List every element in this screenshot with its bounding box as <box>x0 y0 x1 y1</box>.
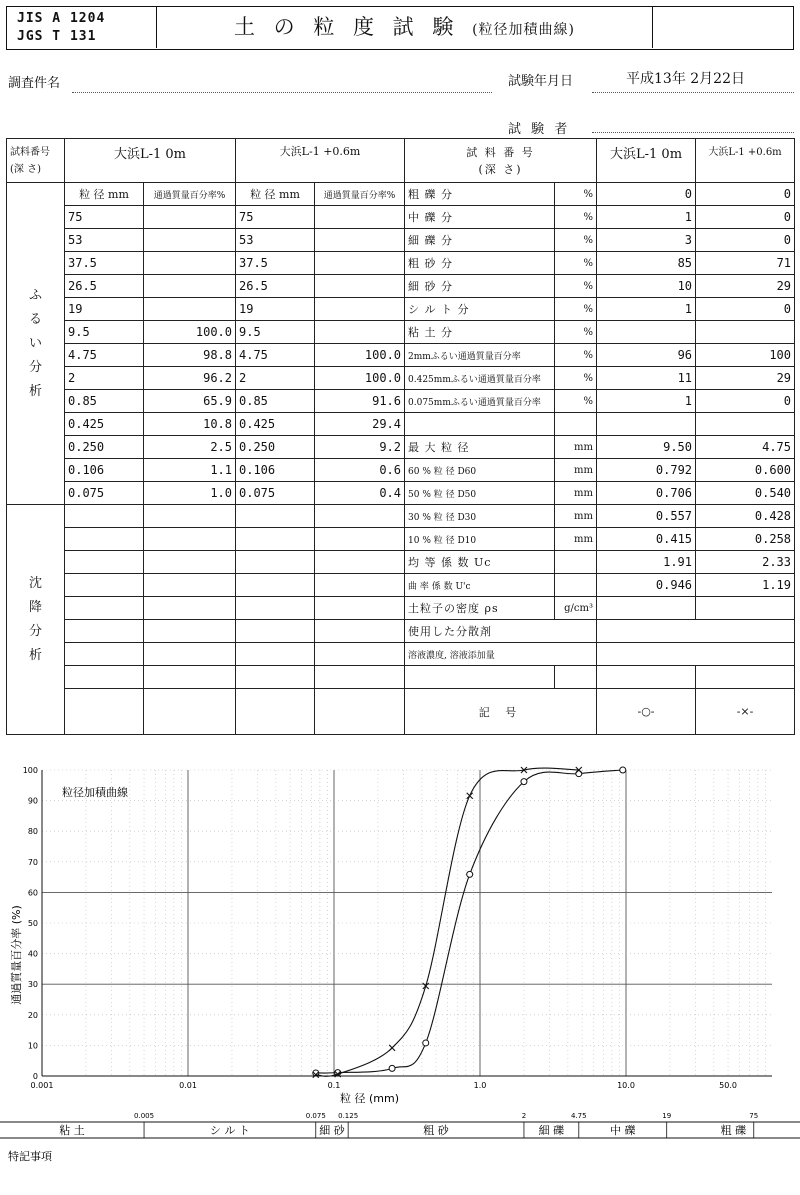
sieve-pass-1: 1.1 <box>144 459 236 482</box>
sieve-pass-2 <box>315 298 405 321</box>
class-label: 細 砂 <box>319 1124 345 1137</box>
table-row <box>7 551 795 574</box>
sed-empty-cell <box>65 643 144 666</box>
table-row <box>7 229 795 252</box>
class-boundary-label: 0.125 <box>338 1112 359 1120</box>
property-label: 粗 砂 分 <box>405 252 555 275</box>
col-size-1: 粒 径 mm <box>65 183 144 206</box>
property-label: 50 % 粒 径 D50 <box>405 482 555 505</box>
x-axis-label: 粒 径 (mm) <box>340 1092 400 1105</box>
property-value-1: 9.50 <box>597 436 696 459</box>
series-line-1 <box>316 770 623 1073</box>
sed-empty-cell <box>144 597 236 620</box>
data-point-circle <box>620 767 626 773</box>
property-value-2: 0 <box>696 298 795 321</box>
property-value-2 <box>696 413 795 436</box>
property-label: 0.425mmふるい通過質量百分率 <box>405 367 555 390</box>
sed-empty-cell <box>65 551 144 574</box>
sed-empty-cell <box>144 689 236 735</box>
sieve-pass-2: 0.6 <box>315 459 405 482</box>
symbol-2: -×- <box>696 689 795 735</box>
table-row <box>7 666 795 689</box>
data-point-circle <box>389 1065 395 1071</box>
property-value-1: 0.706 <box>597 482 696 505</box>
sed-empty-cell <box>236 666 315 689</box>
table-row <box>7 643 795 666</box>
property-value-2: 0 <box>696 206 795 229</box>
property-unit <box>555 620 597 643</box>
sieve-pass-2 <box>315 252 405 275</box>
sample-no-text: 試料番号 <box>10 146 50 158</box>
property-unit: mm <box>555 505 597 528</box>
sieve-size-1: 0.075 <box>65 482 144 505</box>
class-label: 粗 砂 <box>423 1124 449 1137</box>
sed-empty-cell <box>65 689 144 735</box>
sieve-pass-2: 100.0 <box>315 344 405 367</box>
property-value-1: 0.792 <box>597 459 696 482</box>
property-label: 中 礫 分 <box>405 206 555 229</box>
property-unit: % <box>555 344 597 367</box>
class-label: 中 礫 <box>609 1124 636 1137</box>
property-value-1: 0.557 <box>597 505 696 528</box>
sieve-size-2: 37.5 <box>236 252 315 275</box>
sieve-pass-1: 100.0 <box>144 321 236 344</box>
x-tick-label: 10.0 <box>617 1081 635 1090</box>
survey-name-line <box>72 92 492 93</box>
sieve-size-1: 0.250 <box>65 436 144 459</box>
sieve-size-1: 75 <box>65 206 144 229</box>
sieve-size-2: 0.425 <box>236 413 315 436</box>
property-value-2: 29 <box>696 275 795 298</box>
sieve-pass-2: 100.0 <box>315 367 405 390</box>
property-value-1: 1 <box>597 390 696 413</box>
grading-table <box>6 138 795 735</box>
data-point-circle <box>521 779 527 785</box>
class-boundary-label: 0.005 <box>134 1112 155 1120</box>
symbol-label: 記 号 <box>405 689 597 735</box>
sed-empty-cell <box>144 620 236 643</box>
class-boundary-label: 75 <box>749 1112 759 1120</box>
empty-cell <box>597 666 696 689</box>
property-value-1: 10 <box>597 275 696 298</box>
sieve-size-2: 75 <box>236 206 315 229</box>
sed-empty-cell <box>65 574 144 597</box>
sieve-pass-2: 0.4 <box>315 482 405 505</box>
sed-empty-cell <box>144 574 236 597</box>
property-value-1 <box>597 620 696 643</box>
table-row <box>7 459 795 482</box>
grading-curve-chart <box>0 750 800 1195</box>
standard-codes <box>7 7 157 48</box>
property-unit: mm <box>555 436 597 459</box>
y-tick-label: 0 <box>32 1072 38 1081</box>
sed-empty-cell <box>236 551 315 574</box>
class-boundary-label: 4.75 <box>571 1112 587 1120</box>
std-code-jgs: JGS T 131 <box>17 29 97 44</box>
sed-empty-cell <box>236 505 315 528</box>
property-label: 0.075mmふるい通過質量百分率 <box>405 390 555 413</box>
y-axis-label: 通過質量百分率 (%) <box>10 905 23 1005</box>
property-label: 60 % 粒 径 D60 <box>405 459 555 482</box>
sed-empty-cell <box>144 505 236 528</box>
property-value-2: 0 <box>696 183 795 206</box>
sieve-pass-1: 98.8 <box>144 344 236 367</box>
property-value-2 <box>696 620 795 643</box>
property-unit: % <box>555 252 597 275</box>
property-label: 2mmふるい通過質量百分率 <box>405 344 555 367</box>
table-row <box>7 390 795 413</box>
class-boundary-label: 2 <box>521 1112 527 1120</box>
sieve-size-1: 37.5 <box>65 252 144 275</box>
sieve-size-2: 53 <box>236 229 315 252</box>
title-text: 土 の 粒 度 試 験 <box>233 15 460 39</box>
sieve-size-1: 0.106 <box>65 459 144 482</box>
series-line-2 <box>316 768 579 1076</box>
right-sample-no: 試 料 番 号 <box>466 145 535 159</box>
sed-empty-cell <box>65 620 144 643</box>
property-value-2 <box>696 597 795 620</box>
property-value-1: 0.415 <box>597 528 696 551</box>
y-tick-label: 30 <box>27 980 38 990</box>
property-label: 粗 礫 分 <box>405 183 555 206</box>
property-label: 最 大 粒 径 <box>405 436 555 459</box>
chart-title: 粒径加積曲線 <box>62 786 128 799</box>
sieve-pass-1 <box>144 298 236 321</box>
property-value-1: 11 <box>597 367 696 390</box>
sed-empty-cell <box>236 643 315 666</box>
property-value-1 <box>597 321 696 344</box>
data-point-circle <box>467 871 473 877</box>
sieve-size-1: 26.5 <box>65 275 144 298</box>
empty-cell <box>696 666 795 689</box>
property-unit: % <box>555 367 597 390</box>
table-row <box>7 620 795 643</box>
property-label: 均 等 係 数 Uc <box>405 551 555 574</box>
sieve-pass-1 <box>144 229 236 252</box>
sed-empty-cell <box>315 620 405 643</box>
sieve-size-2: 0.106 <box>236 459 315 482</box>
sieve-pass-2: 91.6 <box>315 390 405 413</box>
property-value-1: 0 <box>597 183 696 206</box>
y-tick-label: 100 <box>22 766 38 775</box>
property-label <box>405 413 555 436</box>
sample1-name: 大浜L-1 0m <box>65 139 236 183</box>
property-value-2: 1.19 <box>696 574 795 597</box>
y-tick-label: 90 <box>27 796 38 806</box>
property-value-2: 0 <box>696 229 795 252</box>
sieve-size-1: 0.425 <box>65 413 144 436</box>
property-value-2: 0.258 <box>696 528 795 551</box>
right-sample1-name: 大浜L-1 0m <box>597 139 696 183</box>
table-header-row <box>7 139 795 183</box>
sieve-pass-2 <box>315 321 405 344</box>
empty-cell <box>555 666 597 689</box>
title-subtitle: (粒径加積曲線) <box>472 22 575 38</box>
table-row <box>7 344 795 367</box>
sieve-size-2: 9.5 <box>236 321 315 344</box>
tester-label: 試 験 者 <box>508 122 571 137</box>
std-code-jis: JIS A 1204 <box>17 11 106 26</box>
sieve-pass-1: 10.8 <box>144 413 236 436</box>
y-tick-label: 80 <box>27 827 38 837</box>
right-depth: (深 さ) <box>478 162 523 176</box>
sieve-pass-2 <box>315 206 405 229</box>
property-value-2: 0.428 <box>696 505 795 528</box>
property-value-2: 2.33 <box>696 551 795 574</box>
property-value-2: 71 <box>696 252 795 275</box>
y-tick-label: 60 <box>27 888 38 898</box>
property-value-2: 0.540 <box>696 482 795 505</box>
property-unit: % <box>555 298 597 321</box>
sieve-pass-2 <box>315 275 405 298</box>
sieve-size-2: 2 <box>236 367 315 390</box>
sed-empty-cell <box>144 643 236 666</box>
sed-empty-cell <box>315 551 405 574</box>
data-point-cross <box>389 1045 395 1051</box>
sieve-size-1: 9.5 <box>65 321 144 344</box>
property-value-1: 1.91 <box>597 551 696 574</box>
sieve-size-2: 0.85 <box>236 390 315 413</box>
class-boundary-label: 19 <box>662 1112 672 1120</box>
property-value-1: 3 <box>597 229 696 252</box>
property-label: 細 砂 分 <box>405 275 555 298</box>
property-unit: % <box>555 229 597 252</box>
class-label: 細 礫 <box>538 1124 565 1137</box>
property-unit: mm <box>555 482 597 505</box>
sed-empty-cell <box>65 666 144 689</box>
property-unit: % <box>555 321 597 344</box>
header-box <box>6 6 794 50</box>
classification-bar <box>0 1112 800 1138</box>
right-sample2-name: 大浜L-1 +0.6m <box>696 139 795 183</box>
sieve-pass-1 <box>144 206 236 229</box>
class-label: シ ル ト <box>209 1124 250 1137</box>
property-value-1: 96 <box>597 344 696 367</box>
sieve-size-1: 0.85 <box>65 390 144 413</box>
page-title <box>157 7 653 48</box>
sieve-size-2: 26.5 <box>236 275 315 298</box>
property-unit: % <box>555 390 597 413</box>
property-value-1: 0.946 <box>597 574 696 597</box>
empty-cell <box>405 666 555 689</box>
table-row <box>7 528 795 551</box>
sed-group-label: 沈 降 分 析 <box>7 505 65 735</box>
table-row <box>7 597 795 620</box>
sed-empty-cell <box>65 528 144 551</box>
sed-empty-cell <box>315 597 405 620</box>
test-date-value: 平成13年 2月22日 <box>626 71 745 87</box>
tester-line <box>592 132 794 133</box>
x-tick-label: 0.1 <box>327 1081 341 1090</box>
property-value-1 <box>597 597 696 620</box>
sieve-pass-1 <box>144 275 236 298</box>
sieve-pass-1: 96.2 <box>144 367 236 390</box>
table-row <box>7 505 795 528</box>
sed-empty-cell <box>315 528 405 551</box>
property-unit <box>555 574 597 597</box>
sed-empty-cell <box>236 620 315 643</box>
x-tick-label: 0.001 <box>30 1081 54 1090</box>
y-tick-label: 50 <box>27 919 38 928</box>
property-label: 細 礫 分 <box>405 229 555 252</box>
property-unit: mm <box>555 459 597 482</box>
property-value-1: 85 <box>597 252 696 275</box>
sample-no-label <box>7 139 65 183</box>
table-row <box>7 321 795 344</box>
x-tick-label: 1.0 <box>473 1081 487 1090</box>
property-unit: % <box>555 183 597 206</box>
y-tick-label: 40 <box>27 949 38 959</box>
property-unit: mm <box>555 528 597 551</box>
property-value-1 <box>597 643 696 666</box>
sed-empty-cell <box>315 574 405 597</box>
sieve-size-1: 19 <box>65 298 144 321</box>
data-point-circle <box>423 1040 429 1046</box>
class-label: 粘 土 <box>59 1124 85 1137</box>
sed-empty-cell <box>65 597 144 620</box>
sed-empty-cell <box>236 528 315 551</box>
test-date-line <box>592 92 794 93</box>
property-label: 10 % 粒 径 D10 <box>405 528 555 551</box>
property-label: 土粒子の密度 ρs <box>405 597 555 620</box>
property-value-2: 100 <box>696 344 795 367</box>
table-row <box>7 275 795 298</box>
col-pass-1: 通過質量百分率% <box>144 183 236 206</box>
sed-empty-cell <box>315 505 405 528</box>
test-date-label: 試験年月日 <box>508 74 574 89</box>
sed-empty-cell <box>236 574 315 597</box>
sieve-pass-1 <box>144 252 236 275</box>
sieve-size-1: 2 <box>65 367 144 390</box>
sieve-pass-2: 29.4 <box>315 413 405 436</box>
property-value-2: 29 <box>696 367 795 390</box>
property-label: 溶液濃度, 溶液添加量 <box>405 643 555 666</box>
chart-grid <box>42 770 772 1076</box>
table-row <box>7 252 795 275</box>
symbol-1: -○- <box>597 689 696 735</box>
data-point-cross <box>467 793 473 799</box>
table-row <box>7 689 795 735</box>
property-value-2: 0.600 <box>696 459 795 482</box>
sieve-size-2: 0.250 <box>236 436 315 459</box>
table-row <box>7 183 795 206</box>
property-unit <box>555 551 597 574</box>
sed-empty-cell <box>144 528 236 551</box>
property-unit: % <box>555 206 597 229</box>
depth-text: (深 さ) <box>10 163 41 175</box>
class-label: 粗 礫 <box>720 1124 747 1137</box>
sed-empty-cell <box>144 666 236 689</box>
table-row <box>7 574 795 597</box>
right-header-label <box>405 139 597 183</box>
table-row <box>7 206 795 229</box>
property-unit <box>555 643 597 666</box>
y-tick-label: 10 <box>27 1041 38 1051</box>
sed-empty-cell <box>315 666 405 689</box>
sample2-name: 大浜L-1 +0.6m <box>236 139 405 183</box>
sieve-size-1: 4.75 <box>65 344 144 367</box>
sed-empty-cell <box>315 689 405 735</box>
property-unit <box>555 413 597 436</box>
property-value-1: 1 <box>597 206 696 229</box>
sed-empty-cell <box>144 551 236 574</box>
property-value-2 <box>696 321 795 344</box>
x-tick-label: 0.01 <box>179 1081 197 1090</box>
property-value-1 <box>597 413 696 436</box>
notes-label: 特記事項 <box>8 1150 52 1163</box>
sed-empty-cell <box>236 597 315 620</box>
table-row <box>7 298 795 321</box>
y-tick-label: 20 <box>27 1010 38 1020</box>
col-size-2: 粒 径 mm <box>236 183 315 206</box>
property-unit: % <box>555 275 597 298</box>
property-value-2: 0 <box>696 390 795 413</box>
sed-empty-cell <box>236 689 315 735</box>
chart-axes <box>23 766 772 1090</box>
sieve-pass-1: 65.9 <box>144 390 236 413</box>
sieve-pass-2 <box>315 229 405 252</box>
sieve-size-2: 4.75 <box>236 344 315 367</box>
sed-empty-cell <box>315 643 405 666</box>
sed-empty-cell <box>65 505 144 528</box>
property-label: シ ル ト 分 <box>405 298 555 321</box>
table-row <box>7 436 795 459</box>
col-pass-2: 通過質量百分率% <box>315 183 405 206</box>
y-tick-label: 70 <box>27 857 38 867</box>
table-row <box>7 482 795 505</box>
property-unit: g/cm³ <box>555 597 597 620</box>
property-label: 曲 率 係 数 U'c <box>405 574 555 597</box>
property-value-1: 1 <box>597 298 696 321</box>
property-label: 30 % 粒 径 D30 <box>405 505 555 528</box>
sieve-size-1: 53 <box>65 229 144 252</box>
property-value-2 <box>696 643 795 666</box>
survey-name-label: 調査件名 <box>8 76 61 91</box>
sieve-size-2: 0.075 <box>236 482 315 505</box>
class-boundary-label: 0.075 <box>305 1112 326 1120</box>
property-label: 粘 土 分 <box>405 321 555 344</box>
sieve-pass-1: 2.5 <box>144 436 236 459</box>
sieve-size-2: 19 <box>236 298 315 321</box>
sieve-pass-2: 9.2 <box>315 436 405 459</box>
property-label: 使用した分散剤 <box>405 620 555 643</box>
x-tick-label: 50.0 <box>719 1081 737 1090</box>
property-value-2: 4.75 <box>696 436 795 459</box>
table-row <box>7 367 795 390</box>
sieve-pass-1: 1.0 <box>144 482 236 505</box>
sieve-group-label: ふ る い 分 析 <box>7 183 65 505</box>
table-row <box>7 413 795 436</box>
chart-series <box>313 767 626 1078</box>
